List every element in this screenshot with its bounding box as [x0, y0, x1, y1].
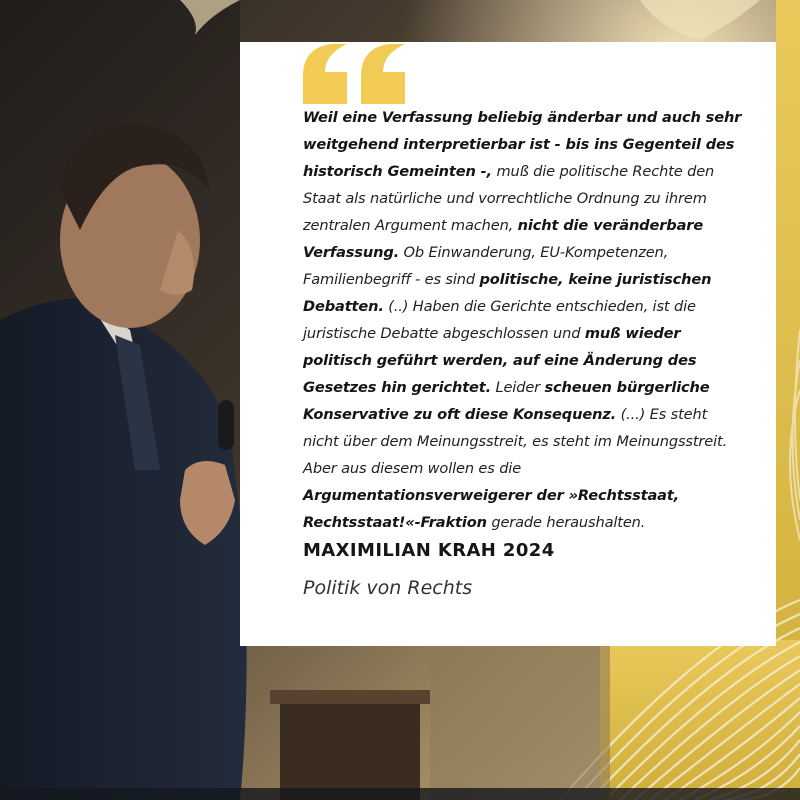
- quote-emphasis: Argumentationsverweigerer der »Rechtsstaat, Rechtsstaat!«-Fraktion: [303, 487, 680, 531]
- quote-segment: (...) Es steht nicht über dem Meinungsstreit, es steht im Meinungsstreit. Aber aus diesem wollen es die: [303, 406, 728, 477]
- quote-segment: (..) Haben die Gerichte entschieden, ist die juristische Debatte abgeschlossen und: [303, 298, 696, 342]
- quote-segment: gerade heraushalten.: [486, 514, 646, 531]
- quote-segment: Leider: [491, 379, 545, 396]
- quote-mark-icon: [303, 44, 413, 104]
- quote-author: MAXIMILIAN KRAH 2024: [303, 540, 555, 561]
- book-title: Politik von Rechts: [303, 577, 473, 599]
- quote-emphasis: nicht die veränderbare Verfassung.: [303, 217, 704, 261]
- quote-segment: muß die politische Rechte den Staat als natürliche und vorrechtliche Ordnung zu ihrem zentralen Argument machen,: [303, 163, 715, 234]
- quote-segment: Ob Einwanderung, EU-Kompetenzen, Familienbegriff - es sind: [303, 244, 669, 288]
- quote-emphasis: politische, keine juristischen Debatten.: [303, 271, 712, 315]
- quote-emphasis: scheuen bürgerliche Konservative zu oft diese Konsequenz.: [303, 379, 710, 423]
- quote-card: [240, 42, 776, 646]
- quote-emphasis: muß wieder politisch geführt werden, auf eine Änderung des Gesetzes hin gerichtet.: [303, 325, 697, 396]
- quote-emphasis: Weil eine Verfassung beliebig änderbar und auch sehr weitgehend interpretierbar ist - bis ins Gegenteil des historisch Gemeinten -,: [303, 109, 742, 180]
- quote-text: [303, 104, 743, 536]
